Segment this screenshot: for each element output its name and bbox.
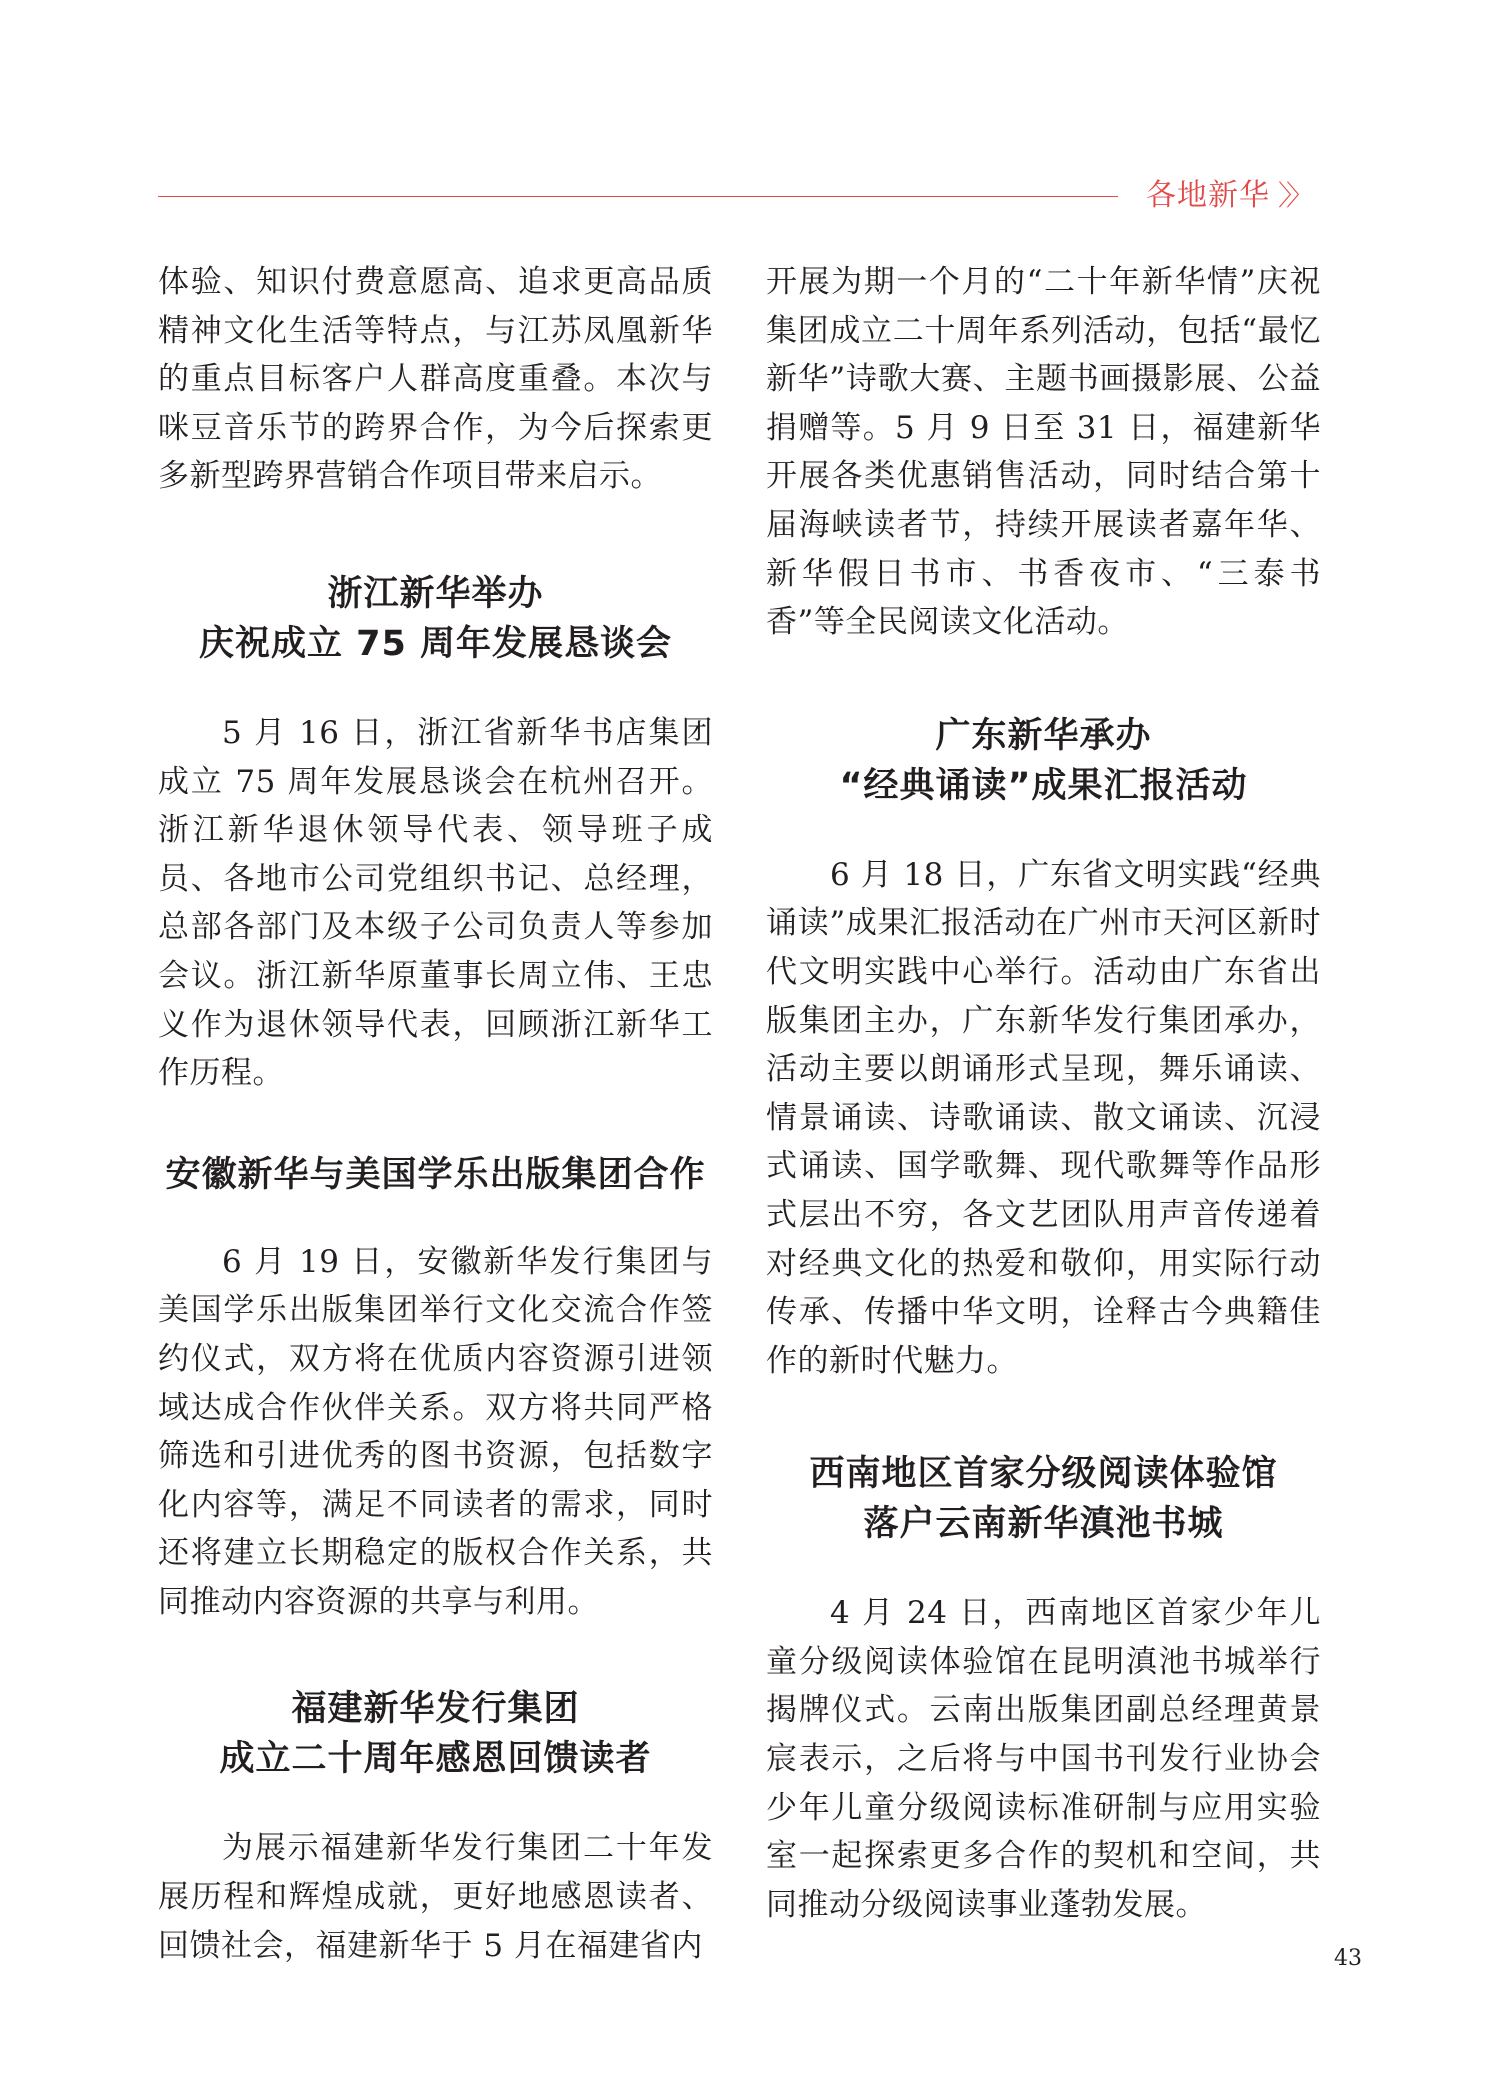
continued-paragraph-left: 体验、知识付费意愿高、追求更高品质精神文化生活等特点，与江苏凤凰新华的重点目标客户人群高度重叠。本次与咪豆音乐节的跨界合作，为今后探索更多新型跨界营销合作项目带来启示。 [158,264,713,495]
article-body-yunnan: 4 月 24 日，西南地区首家少年儿童分级阅读体验馆在昆明滇池书城举行揭牌仪式。云南出版集团副总经理黄景宸表示，之后将与中国书刊发行业协会少年儿童分级阅读标准研制与应用实验室一起探索更多合作的契机和空间，共同推动分级阅读事业蓬勃发展。 [766,1595,1321,1923]
article-title-anhui [158,1150,713,1200]
left-column [158,258,713,1970]
article-body-zhejiang: 5 月 16 日，浙江省新华书店集团成立 75 周年发展恳谈会在杭州召开。浙江新华退休领导代表、领导班子成员、各地市公司党组织书记、总经理，总部各部门及本级子公司负责人等参加会议。浙江新华原董事长周立伟、王忠义作为退休领导代表，回顾浙江新华工作历程。 [158,714,713,1092]
title-line: 安徽新华与美国学乐出版集团合作 [165,1154,706,1195]
article-body-fujian: 为展示福建新华发行集团二十年发展历程和辉煌成就，更好地感恩读者、回馈社会，福建新华于 5 月在福建省内 [158,1830,713,1964]
title-line: 福建新华发行集团 [291,1689,580,1730]
title-line: 西南地区首家分级阅读体验馆 [809,1454,1278,1495]
title-line: 广东新华承办 [935,715,1152,756]
title-line: 庆祝成立 75 周年发展恳谈会 [198,623,673,664]
article-body-guangdong: 6 月 18 日，广东省文明实践“经典诵读”成果汇报活动在广州市天河区新时代文明实践中心举行。活动由广东省出版集团主办，广东新华发行集团承办，活动主要以朗诵形式呈现，舞乐诵读、情景诵读、诗歌诵读、散文诵读、沉浸式诵读、国学歌舞、现代歌舞等作品形式层出不穷，各文艺团队用声音传递着对经典文化的热爱和敬仰，用实际行动传承、传播中华文明，诠释古今典籍佳作的新时代魅力。 [766,856,1321,1379]
page-number: 43 [1334,1946,1362,1971]
section-label [1146,172,1308,220]
title-line: 成立二十周年感恩回馈读者 [219,1739,652,1780]
title-line: 浙江新华举办 [327,573,544,614]
article-title-guangdong [766,711,1321,811]
right-column [766,258,1321,1929]
article-title-yunnan [766,1449,1321,1549]
chevron-right-icon: 〉〉 [1278,179,1309,212]
section-label-text: 各地新华 [1146,178,1270,213]
article-title-zhejiang [158,569,713,669]
article-title-fujian [158,1684,713,1784]
title-line: “经典诵读”成果汇报活动 [839,765,1248,806]
header-rule [158,196,1118,197]
article-body-anhui: 6 月 19 日，安徽新华发行集团与美国学乐出版集团举行文化交流合作签约仪式，双方将在优质内容资源引进领域达成合作伙伴关系。双方将共同严格筛选和引进优秀的图书资源，包括数字化内容等，满足不同读者的需求，同时还将建立长期稳定的版权合作关系，共同推动内容资源的共享与利用。 [158,1243,713,1620]
title-line: 落户云南新华滇池书城 [863,1504,1224,1545]
continued-paragraph-right: 开展为期一个月的“二十年新华情”庆祝集团成立二十周年系列活动，包括“最忆新华”诗歌大赛、主题书画摄影展、公益捐赠等。5 月 9 日至 31 日，福建新华开展各类优惠销售活动，同时结合第十届海峡读者节，持续开展读者嘉年华、新华假日书市、书香夜市、“三泰书香”等全民阅读文化活动。 [766,264,1321,641]
